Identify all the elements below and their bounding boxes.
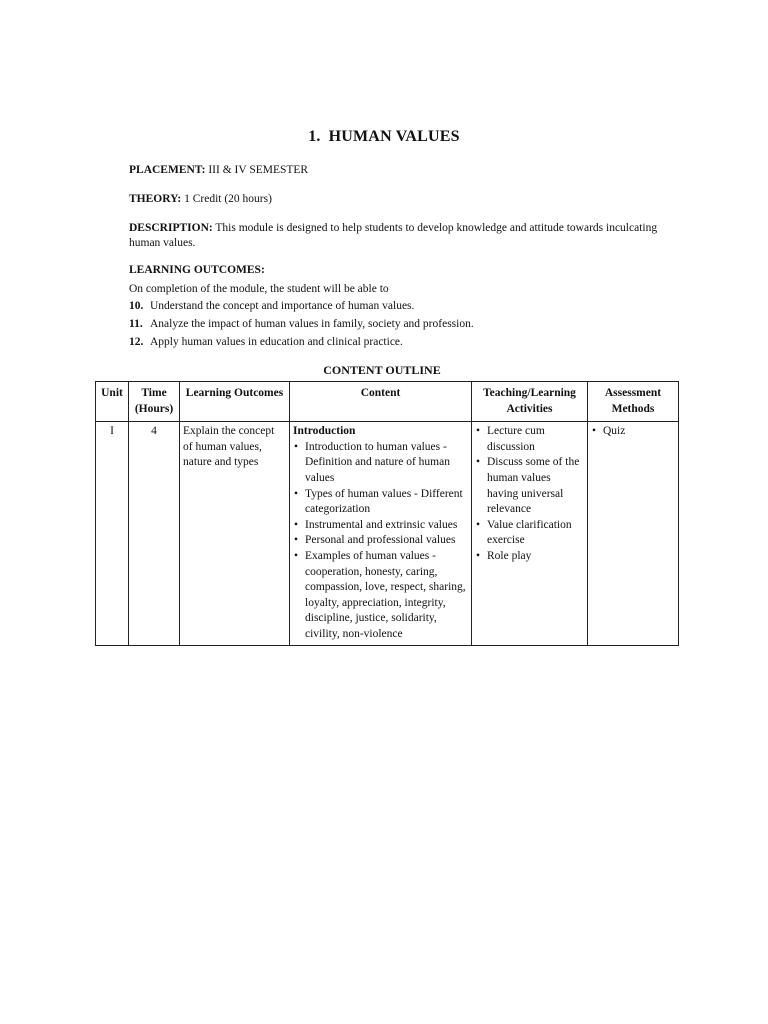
outcome-number: 10.	[129, 300, 144, 312]
outcome-item	[129, 300, 414, 312]
cell-assessment	[588, 422, 679, 645]
cell-activities	[472, 422, 588, 645]
list-item: • Role play	[475, 549, 584, 565]
outcome-number: 11.	[129, 318, 143, 330]
page-title	[0, 128, 768, 146]
outcome-text: Understand the concept and importance of human values.	[150, 300, 415, 312]
list-item: • Personal and professional values	[293, 533, 468, 549]
header-activities: Teaching/Learning Activities	[472, 382, 588, 422]
list-item: • Examples of human values - cooperation, honesty, caring, compassion, love, respect, sharing, loyalty, appreciation, integrity, discipline, justice, solidarity, civility, non-violence	[293, 549, 468, 643]
list-item: • Types of human values - Different categorization	[293, 487, 468, 518]
list-item: • Lecture cum discussion	[475, 424, 584, 455]
description-value: This module is designed to help students to develop knowledge and attitude towards inculcating human values.	[129, 222, 658, 249]
outcome-item	[129, 336, 403, 348]
theory-label: THEORY:	[129, 193, 182, 205]
assessment-list	[591, 424, 675, 440]
description-paragraph	[129, 221, 677, 251]
content-heading: Introduction	[293, 425, 356, 438]
table-header-row	[96, 382, 679, 422]
content-list	[293, 440, 468, 643]
header-assessment: Assessment Methods	[588, 382, 679, 422]
table-row	[96, 422, 679, 645]
outcome-text: Analyze the impact of human values in family, society and profession.	[150, 318, 474, 330]
placement-label: PLACEMENT:	[129, 164, 206, 176]
list-item: • Discuss some of the human values having universal relevance	[475, 455, 584, 517]
cell-learning-outcomes: Explain the concept of human values, nature and types	[180, 422, 290, 645]
placement-value: III & IV SEMESTER	[208, 164, 309, 176]
list-item: • Quiz	[591, 424, 675, 440]
outcome-number: 12.	[129, 336, 144, 348]
content-outline-title: CONTENT OUTLINE	[323, 363, 441, 377]
outcome-text: Apply human values in education and clinical practice.	[150, 336, 403, 348]
list-item: • Introduction to human values - Definition and nature of human values	[293, 440, 468, 487]
cell-unit: I	[96, 422, 129, 645]
list-item: • Value clarification exercise	[475, 518, 584, 549]
header-time: Time (Hours)	[129, 382, 180, 422]
theory-line	[129, 192, 272, 206]
header-unit: Unit	[96, 382, 129, 422]
learning-outcomes-heading: LEARNING OUTCOMES:	[129, 264, 265, 276]
title-text: HUMAN VALUES	[328, 128, 460, 145]
learning-outcomes-intro: On completion of the module, the student will be able to	[129, 283, 389, 295]
outcome-item	[129, 318, 474, 330]
header-content: Content	[290, 382, 472, 422]
title-number: 1.	[308, 128, 321, 145]
description-label: DESCRIPTION:	[129, 222, 213, 234]
activities-list	[475, 424, 584, 564]
list-item: • Instrumental and extrinsic values	[293, 518, 468, 534]
placement-line	[129, 163, 308, 177]
theory-value: 1 Credit (20 hours)	[184, 193, 272, 205]
content-outline-table	[95, 381, 679, 646]
cell-content	[290, 422, 472, 645]
header-learning-outcomes: Learning Outcomes	[180, 382, 290, 422]
cell-time: 4	[129, 422, 180, 645]
